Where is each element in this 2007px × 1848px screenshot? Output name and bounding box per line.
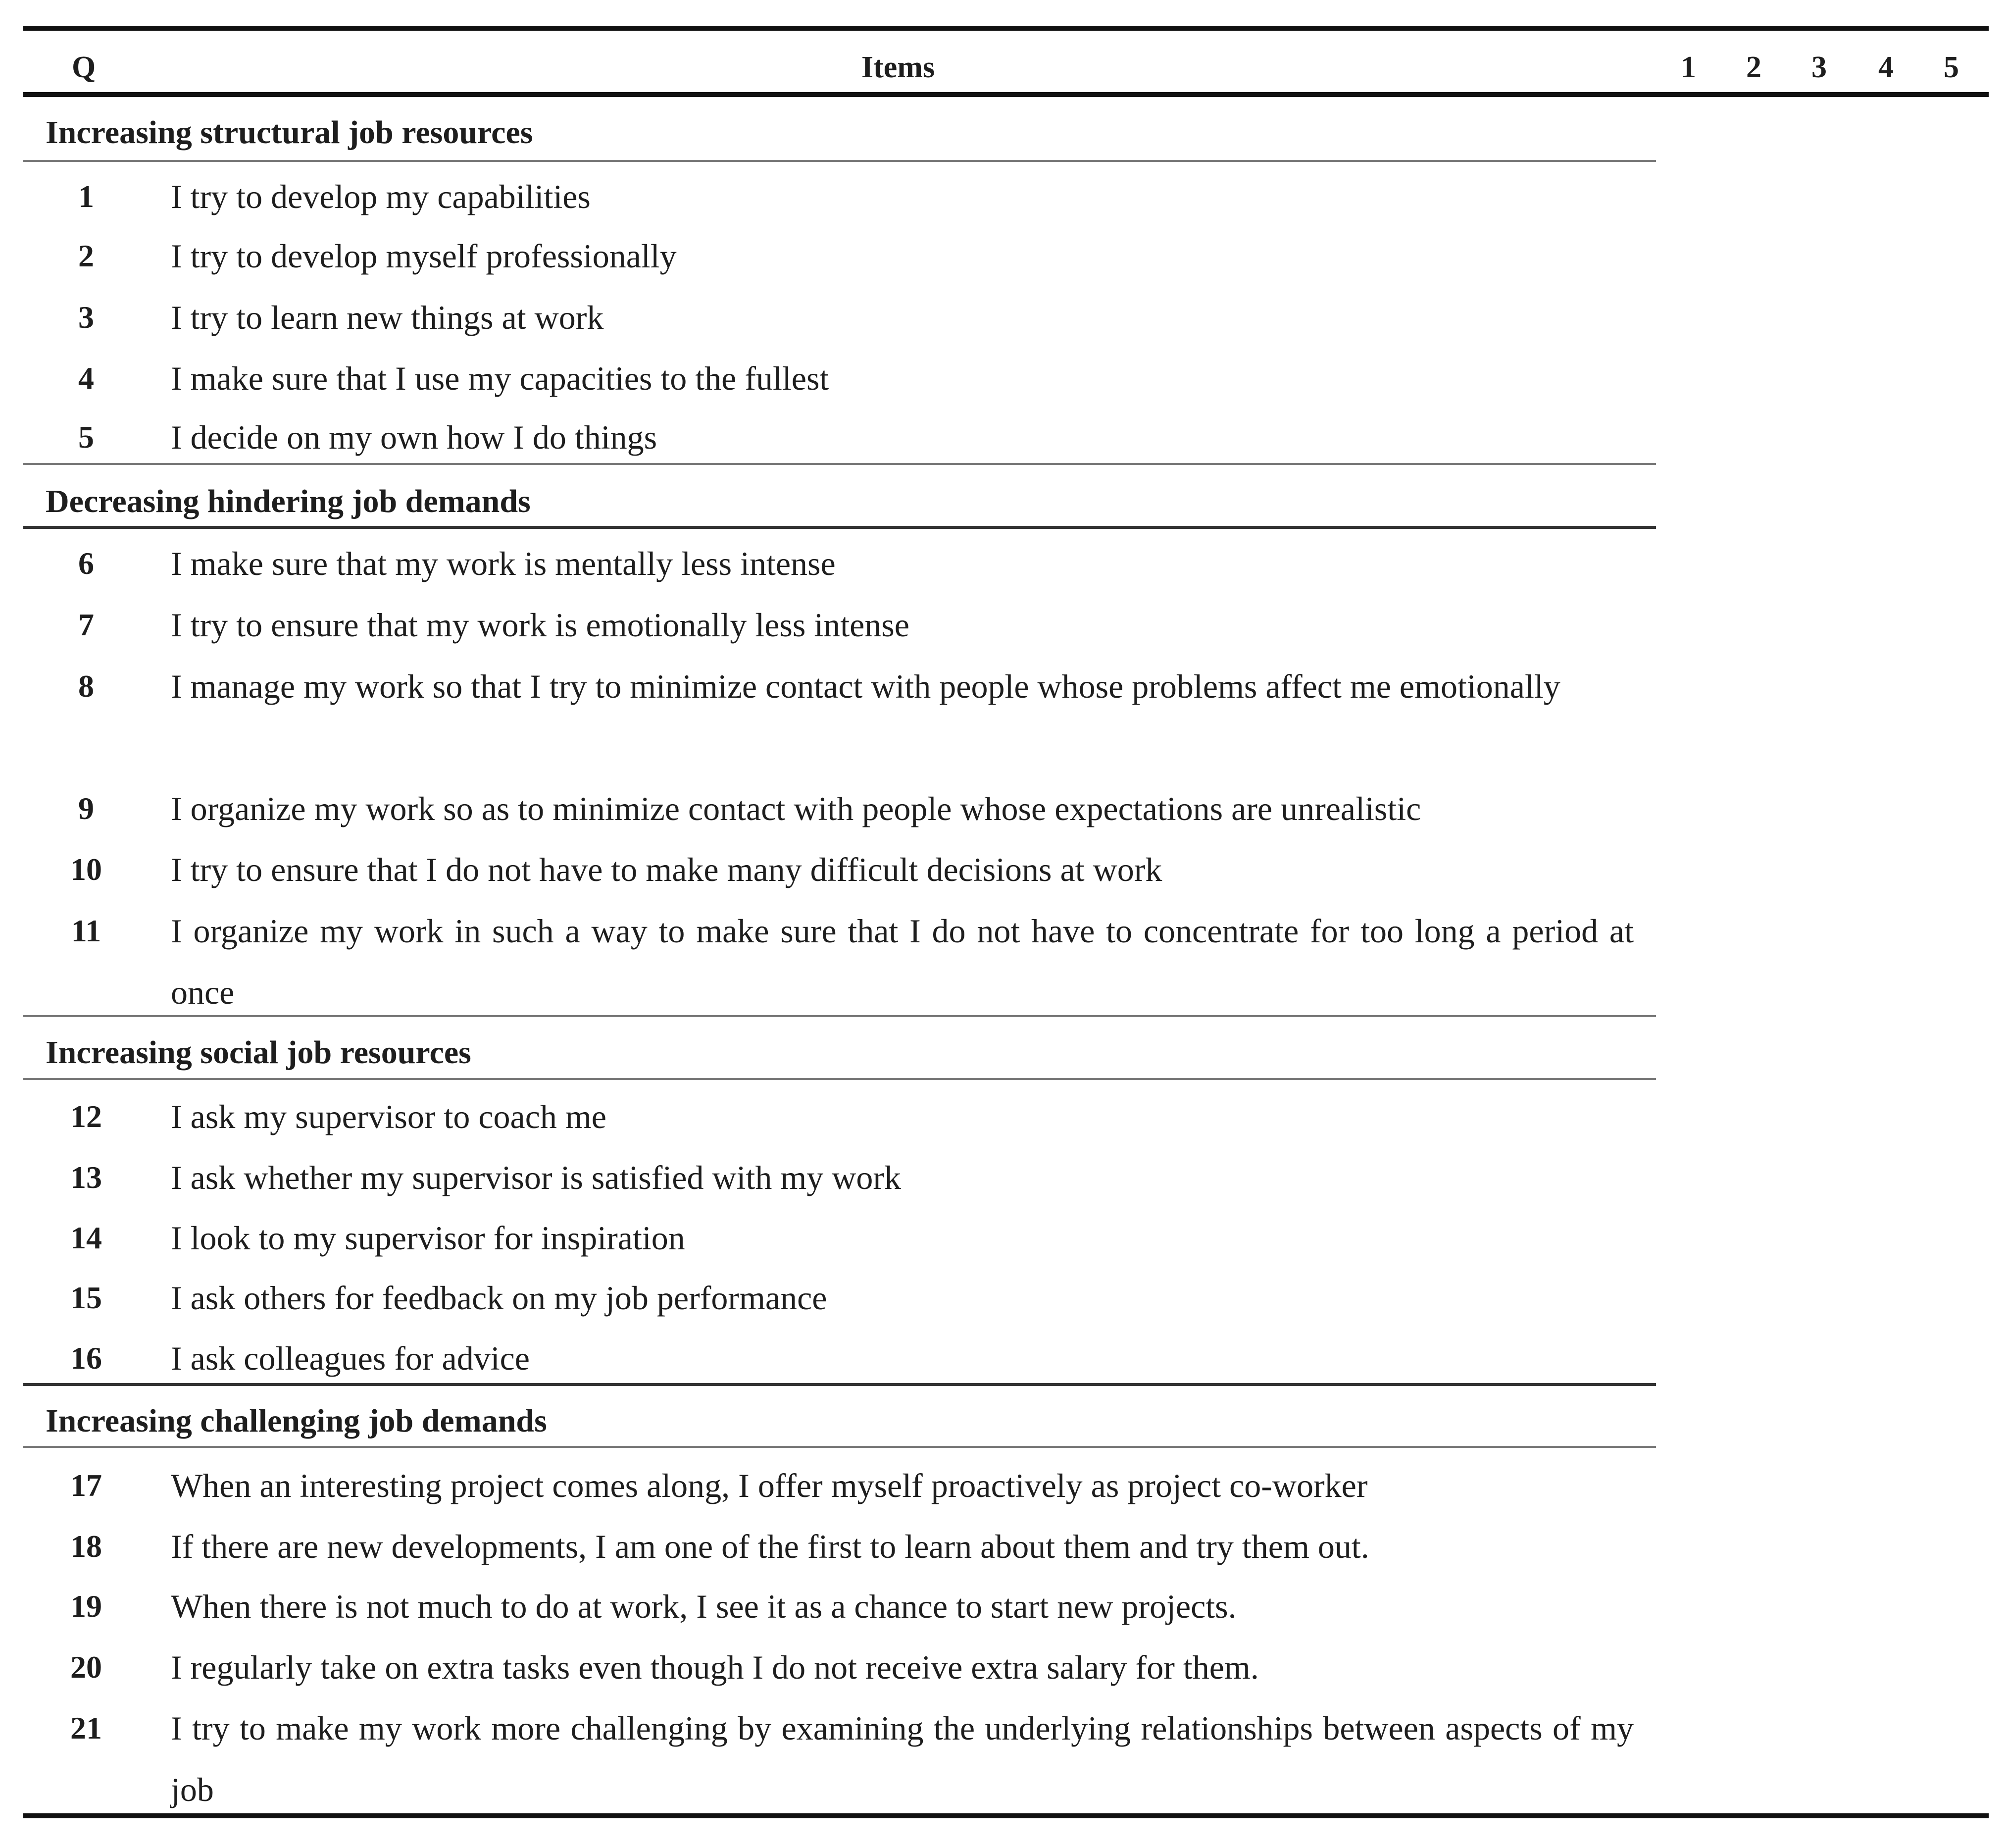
item-number: 8 [78, 668, 94, 704]
item-number: 4 [78, 360, 94, 396]
section-rule [23, 526, 1656, 529]
section-rule [23, 1015, 1656, 1017]
item-number: 21 [70, 1710, 102, 1745]
scale-header-5: 5 [1944, 51, 1959, 84]
section-title: Increasing social job resources [46, 1034, 471, 1071]
column-header-items: Items [861, 51, 935, 84]
item-number: 7 [78, 607, 94, 642]
item-number: 9 [78, 791, 94, 826]
section-rule [23, 463, 1656, 465]
item-text: I look to my supervisor for inspiration [171, 1219, 685, 1257]
item-text: I manage my work so that I try to minimize contact with people whose problems affect me emotionally [171, 667, 1560, 705]
item-text: I try to develop my capabilities [171, 178, 591, 215]
item-number: 3 [78, 300, 94, 335]
scale-header-3: 3 [1811, 51, 1827, 84]
section-title: Decreasing hindering job demands [46, 483, 531, 519]
item-text: I try to learn new things at work [171, 299, 604, 336]
item-text: I ask whether my supervisor is satisfied with my work [171, 1159, 901, 1196]
item-text: I ask colleagues for advice [171, 1339, 530, 1377]
item-number: 14 [70, 1220, 102, 1255]
item-text: I ask my supervisor to coach me [171, 1098, 606, 1135]
item-number: 15 [70, 1280, 102, 1315]
header-rule [23, 92, 1989, 97]
section-rule [23, 1446, 1656, 1448]
item-number: 6 [78, 546, 94, 581]
item-number: 5 [78, 419, 94, 455]
item-text: I try to develop myself professionally [171, 237, 677, 275]
section-rule [23, 1078, 1656, 1080]
item-number: 11 [71, 913, 101, 948]
scale-header-2: 2 [1746, 51, 1761, 84]
section-title: Increasing structural job resources [46, 114, 533, 151]
item-text: I organize my work in such a way to make sure that I do not have to concentrate for too long a period at once [171, 912, 1634, 1011]
item-text: I try to make my work more challenging by examining the underlying relationships between aspects of my job [171, 1709, 1634, 1808]
item-number: 18 [70, 1529, 102, 1564]
item-number: 12 [70, 1099, 102, 1134]
scale-header-1: 1 [1681, 51, 1696, 84]
section-rule [23, 1383, 1656, 1386]
item-text: When an interesting project comes along, I offer myself proactively as project co-worker [171, 1467, 1368, 1504]
item-text: I make sure that I use my capacities to the fullest [171, 359, 829, 397]
item-number: 17 [70, 1468, 102, 1503]
item-text: I try to ensure that my work is emotionally less intense [171, 606, 909, 644]
item-number: 13 [70, 1160, 102, 1195]
top-rule [23, 26, 1989, 31]
item-number: 10 [70, 852, 102, 887]
section-title: Increasing challenging job demands [46, 1403, 547, 1439]
item-text: I ask others for feedback on my job performance [171, 1279, 827, 1317]
item-number: 19 [70, 1589, 102, 1624]
item-text: I try to ensure that I do not have to make many difficult decisions at work [171, 851, 1162, 888]
item-text: I regularly take on extra tasks even though I do not receive extra salary for them. [171, 1648, 1259, 1686]
item-number: 16 [70, 1340, 102, 1376]
column-header-q: Q [72, 51, 96, 84]
item-text: When there is not much to do at work, I see it as a chance to start new projects. [171, 1588, 1237, 1625]
item-number: 20 [70, 1649, 102, 1685]
item-text: I make sure that my work is mentally less intense [171, 545, 836, 582]
item-number: 2 [78, 238, 94, 273]
item-text: If there are new developments, I am one of the first to learn about them and try them out. [171, 1528, 1369, 1565]
item-text: I organize my work so as to minimize contact with people whose expectations are unrealistic [171, 790, 1421, 827]
bottom-rule [23, 1813, 1989, 1818]
scale-header-4: 4 [1878, 51, 1894, 84]
item-number: 1 [78, 179, 94, 214]
item-text: I decide on my own how I do things [171, 418, 657, 456]
section-rule [23, 160, 1656, 162]
